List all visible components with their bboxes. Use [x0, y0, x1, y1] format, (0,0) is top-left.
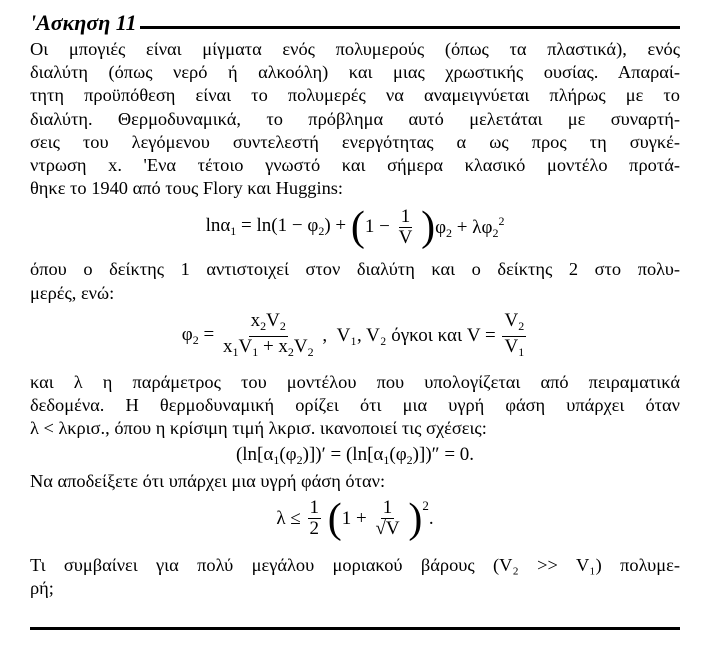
critical-condition-equation: $(\ln[\alpha_1(\varphi_2)])' = (\ln[\alpha_1(\varphi_2)])'' = 0$.	[235, 444, 475, 468]
inequality-equation: λ ≤ $\frac{1}{2}$ (1 + $\frac{1}{√V}$ )2.	[276, 495, 434, 542]
phi-definition-equation: $\varphi_2$ = $\frac{x_2V_2}{x_1V_1 + x_2V_2}$ , V₁, V₂ όγκοι και V = $\frac{V_2}{V_1}$	[181, 309, 525, 359]
prove-paragraph: Να αποδείξετε ότι υπάρχει μια υγρή φάση όταν:	[30, 471, 386, 492]
top-rule	[140, 26, 680, 29]
index-paragraph: όπου ο δείκτης 1 αντιστοιχεί στον διαλύτη και ο δείκτης 2 στο πολυ- μερές, ενώ:	[30, 259, 680, 303]
question-paragraph: Τι συμβαίνει για πολύ μεγάλου μοριακού βάρους (V₂ >> V₁) πολυμε- ρή;	[30, 554, 680, 598]
exercise-header	[30, 8, 680, 38]
bottom-rule	[30, 627, 680, 630]
volume-definition-text: V₁, V₂ όγκοι και V =	[336, 325, 496, 347]
exercise-page	[30, 8, 680, 600]
flory-huggins-equation: $\ln\alpha_1 = \ln(1 - \varphi_2) + (1$ − $\frac{1}{V}$ )$\varphi_2 + \lambda\varphi_2^2$	[205, 204, 505, 251]
exercise-title: 'Ασκηση 11	[30, 10, 137, 35]
lambda-paragraph: και λ η παράμετρος του μοντέλου που υπολογίζεται από πειραματικά δεδομένα. Η θερμοδυναμική ορίζει ότι μια υγρή φάση υπάρχει όταν λ < λκρισ., όπου η κρίσιμη τιμή λκρισ. ικανοποιεί τις σχέσεις:	[30, 371, 680, 439]
intro-paragraph: Οι μπογιές είναι μίγματα ενός πολυμερούς (όπως τα πλαστικά), ενός διαλύτη (όπως νερό ή αλκοόλη) και μιας χρωστικής ουσίας. Απαραί- τητη προϋπόθεση είναι το πολυμερές να αναμειγνύεται πλήρως με το διαλύτη. Θερμοδυναμικά, το πρόβλημα αυτό μελετάται με συναρτή- σεις του λεγόμενου συντελεστή ενεργότητας α ως προς τη συγκέ- ντρωση x. 'Ενα τέτοιο γνωστό και σήμερα κλασικό μοντέλο προτά- θηκε το 1940 από τους Flory και Huggins:	[30, 39, 680, 199]
